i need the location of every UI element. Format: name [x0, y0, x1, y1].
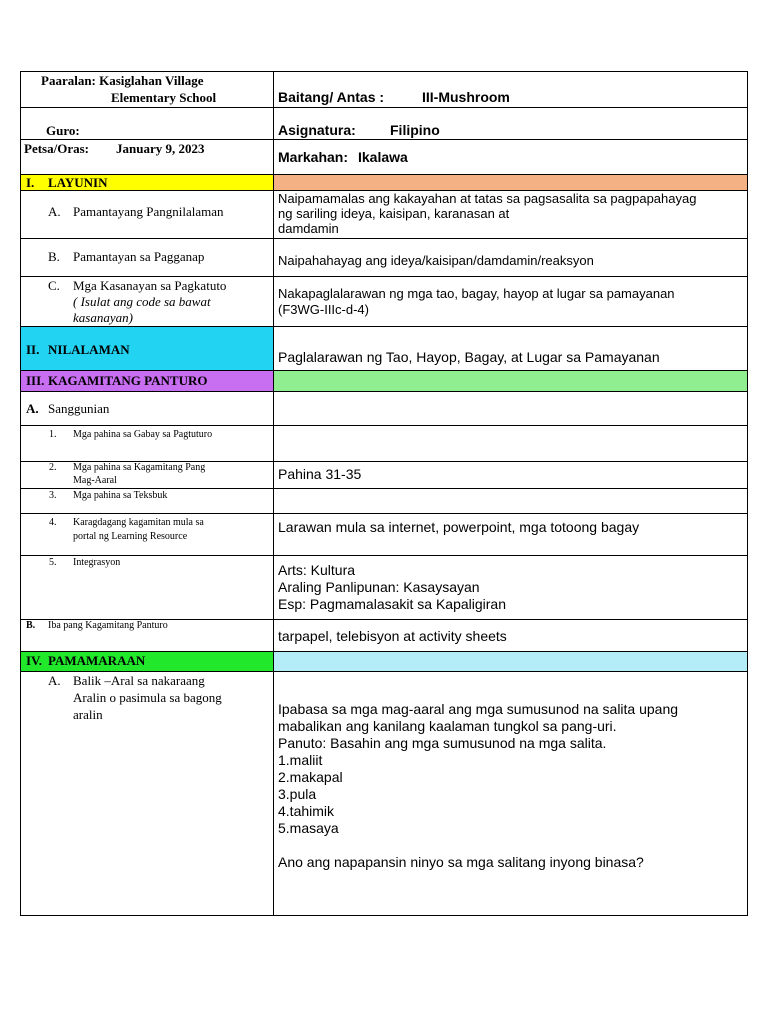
- c-text: Mga Kasanayan sa Pagkatuto: [73, 278, 227, 293]
- row-date: [21, 140, 747, 175]
- layunin-title: LAYUNIN: [48, 175, 108, 190]
- c-note-line1: ( Isulat ang code sa bawat: [73, 294, 211, 309]
- subject-value: Filipino: [390, 122, 440, 138]
- date-cell: [21, 140, 274, 174]
- lesson-plan-table: [20, 71, 748, 916]
- nilalaman-value-cell: [274, 327, 747, 370]
- kasanayan-value-cell: [274, 277, 747, 326]
- a-label: A.: [48, 204, 61, 219]
- balik-text-line1: Ipabasa sa mga mag-aaral ang mga sumusunod na salita upang: [278, 701, 679, 717]
- panuto-line: Panuto: Basahin ang mga sumusunod na mga salita.: [278, 735, 607, 751]
- item-5-text: Integrasyon: [73, 557, 121, 568]
- balik-label: A.: [48, 673, 61, 688]
- balik-line2: Aralin o pasimula sa bagong: [73, 690, 222, 705]
- b-text: Pamantayan sa Pagganap: [73, 249, 205, 264]
- quarter-label: Markahan:: [278, 149, 349, 165]
- c-label: C.: [48, 278, 60, 293]
- balik-line3: aralin: [73, 707, 103, 722]
- b-label: B.: [48, 249, 60, 264]
- c-value-line2: (F3WG-IIIc-d-4): [278, 302, 369, 317]
- item-3-text: Mga pahina sa Teksbuk: [73, 490, 168, 501]
- nilalaman-value: Paglalarawan ng Tao, Hayop, Bagay, at Lugar sa Pamayanan: [278, 349, 660, 365]
- iba-text: Iba pang Kagamitang Panturo: [48, 620, 168, 631]
- grade-label: Baitang/ Antas :: [278, 89, 385, 105]
- integrasyon-esp: Esp: Pagmamalasakit sa Kapaligiran: [278, 596, 507, 612]
- pangnilalaman-label-cell: [21, 191, 274, 238]
- item-5-num: 5.: [49, 557, 57, 568]
- word-item-1: 1.maliit: [278, 752, 323, 768]
- balik-label-cell: [21, 672, 274, 915]
- word-item-4: 4.tahimik: [278, 803, 335, 819]
- row-item-3: [21, 489, 747, 514]
- date-label: Petsa/Oras:: [24, 141, 89, 156]
- layunin-heading-cell: [21, 175, 274, 190]
- iba-label-cell: [21, 620, 274, 651]
- item-1-label-cell: [21, 426, 274, 461]
- pangnilalaman-value-cell: [274, 191, 747, 238]
- balik-line1: Balik –Aral sa nakaraang: [73, 673, 205, 688]
- pamamaraan-num: IV.: [26, 653, 43, 668]
- pamamaraan-heading-cell: [21, 652, 274, 671]
- row-nilalaman: [21, 327, 747, 371]
- integrasyon-ap: Araling Panlipunan: Kasaysayan: [278, 579, 480, 595]
- b-value: Naipahahayag ang ideya/kaisipan/damdamin/reaksyon: [278, 253, 594, 268]
- school-line2: Elementary School: [111, 90, 217, 105]
- quarter-cell: [274, 140, 747, 174]
- item-4-num: 4.: [49, 517, 57, 528]
- item-2-line1: Mga pahina sa Kagamitang Pang: [73, 462, 206, 473]
- pagganap-value-cell: [274, 239, 747, 276]
- balik-text-line2: mabalikan ang kanilang kaalaman tungkol sa pang-uri.: [278, 718, 617, 734]
- a-text: Pamantayang Pangnilalaman: [73, 204, 224, 219]
- nilalaman-title: NILALAMAN: [48, 342, 130, 357]
- item-4-value: Larawan mula sa internet, powerpoint, mga totoong bagay: [278, 519, 640, 535]
- row-sanggunian: [21, 392, 747, 426]
- pagganap-label-cell: [21, 239, 274, 276]
- sanggunian-text: Sanggunian: [48, 401, 110, 416]
- item-4-line1: Karagdagang kagamitan mula sa: [73, 517, 204, 528]
- iba-label: B.: [26, 620, 36, 631]
- grade-value: III-Mushroom: [422, 89, 510, 105]
- row-school: [21, 72, 747, 108]
- quarter-value: Ikalawa: [358, 149, 408, 165]
- item-1-num: 1.: [49, 429, 57, 440]
- row-item-2: [21, 462, 747, 489]
- item-1-value-cell: [274, 426, 747, 461]
- layunin-num: I.: [26, 175, 35, 190]
- word-item-3: 3.pula: [278, 786, 317, 802]
- pamamaraan-value-cell: [274, 652, 747, 671]
- row-iba: [21, 620, 747, 652]
- item-5-label-cell: [21, 556, 274, 619]
- item-2-label-cell: [21, 462, 274, 488]
- nilalaman-num: II.: [26, 342, 40, 357]
- row-pangnilalaman: [21, 191, 747, 239]
- row-layunin: [21, 175, 747, 191]
- school-cell: [21, 72, 274, 107]
- item-3-label-cell: [21, 489, 274, 513]
- school-line1: Paaralan: Kasiglahan Village: [41, 73, 204, 88]
- kasanayan-label-cell: [21, 277, 274, 326]
- pamamaraan-title: PAMAMARAAN: [48, 653, 146, 668]
- item-2-line2: Mag-Aaral: [73, 475, 117, 486]
- item-2-value-cell: [274, 462, 747, 488]
- item-3-num: 3.: [49, 490, 57, 501]
- c-note-line2: kasanayan): [73, 310, 133, 325]
- nilalaman-heading-cell: [21, 327, 274, 370]
- item-2-num: 2.: [49, 462, 57, 473]
- row-balik-aral: [21, 672, 747, 915]
- iba-value-cell: [274, 620, 747, 651]
- item-1-text: Mga pahina sa Gabay sa Pagtuturo: [73, 429, 213, 440]
- layunin-value-cell: [274, 175, 747, 190]
- c-value-line1: Nakapaglalarawan ng mga tao, bagay, hayop at lugar sa pamayanan: [278, 286, 675, 301]
- item-3-value-cell: [274, 489, 747, 513]
- row-teacher: [21, 108, 747, 140]
- row-item-1: [21, 426, 747, 462]
- subject-cell: [274, 108, 747, 139]
- row-item-4: [21, 514, 747, 556]
- balik-value-cell: [274, 672, 747, 915]
- teacher-label: Guro:: [46, 123, 80, 138]
- item-4-value-cell: [274, 514, 747, 555]
- row-kagamitan: [21, 371, 747, 392]
- balik-question: Ano ang napapansin ninyo sa mga salitang inyong binasa?: [278, 854, 644, 870]
- a-value-line2: ng sariling ideya, kaisipan, karanasan at: [278, 206, 510, 221]
- a-value-line3: damdamin: [278, 221, 339, 236]
- kagamitan-title: KAGAMITANG PANTURO: [48, 373, 208, 388]
- kagamitan-heading-cell: [21, 371, 274, 391]
- teacher-cell: [21, 108, 274, 139]
- item-4-line2: portal ng Learning Resource: [73, 531, 188, 542]
- item-2-value: Pahina 31-35: [278, 466, 362, 482]
- kagamitan-num: III.: [26, 373, 45, 388]
- integrasyon-arts: Arts: Kultura: [278, 562, 356, 578]
- a-value-line1: Naipamamalas ang kakayahan at tatas sa pagsasalita sa pagpapahayag: [278, 191, 697, 206]
- kagamitan-value-cell: [274, 371, 747, 391]
- integrasyon-value-cell: [274, 556, 747, 619]
- subject-label: Asignatura:: [278, 122, 356, 138]
- word-item-2: 2.makapal: [278, 769, 343, 785]
- sanggunian-label-cell: [21, 392, 274, 425]
- iba-value: tarpapel, telebisyon at activity sheets: [278, 628, 507, 644]
- row-item-5: [21, 556, 747, 620]
- item-4-label-cell: [21, 514, 274, 555]
- date-value: January 9, 2023: [116, 141, 205, 156]
- word-item-5: 5.masaya: [278, 820, 339, 836]
- row-kasanayan: [21, 277, 747, 327]
- grade-cell: [274, 72, 747, 107]
- sanggunian-value-cell: [274, 392, 747, 425]
- row-pagganap: [21, 239, 747, 277]
- row-pamamaraan: [21, 652, 747, 672]
- sanggunian-label: A.: [26, 401, 39, 416]
